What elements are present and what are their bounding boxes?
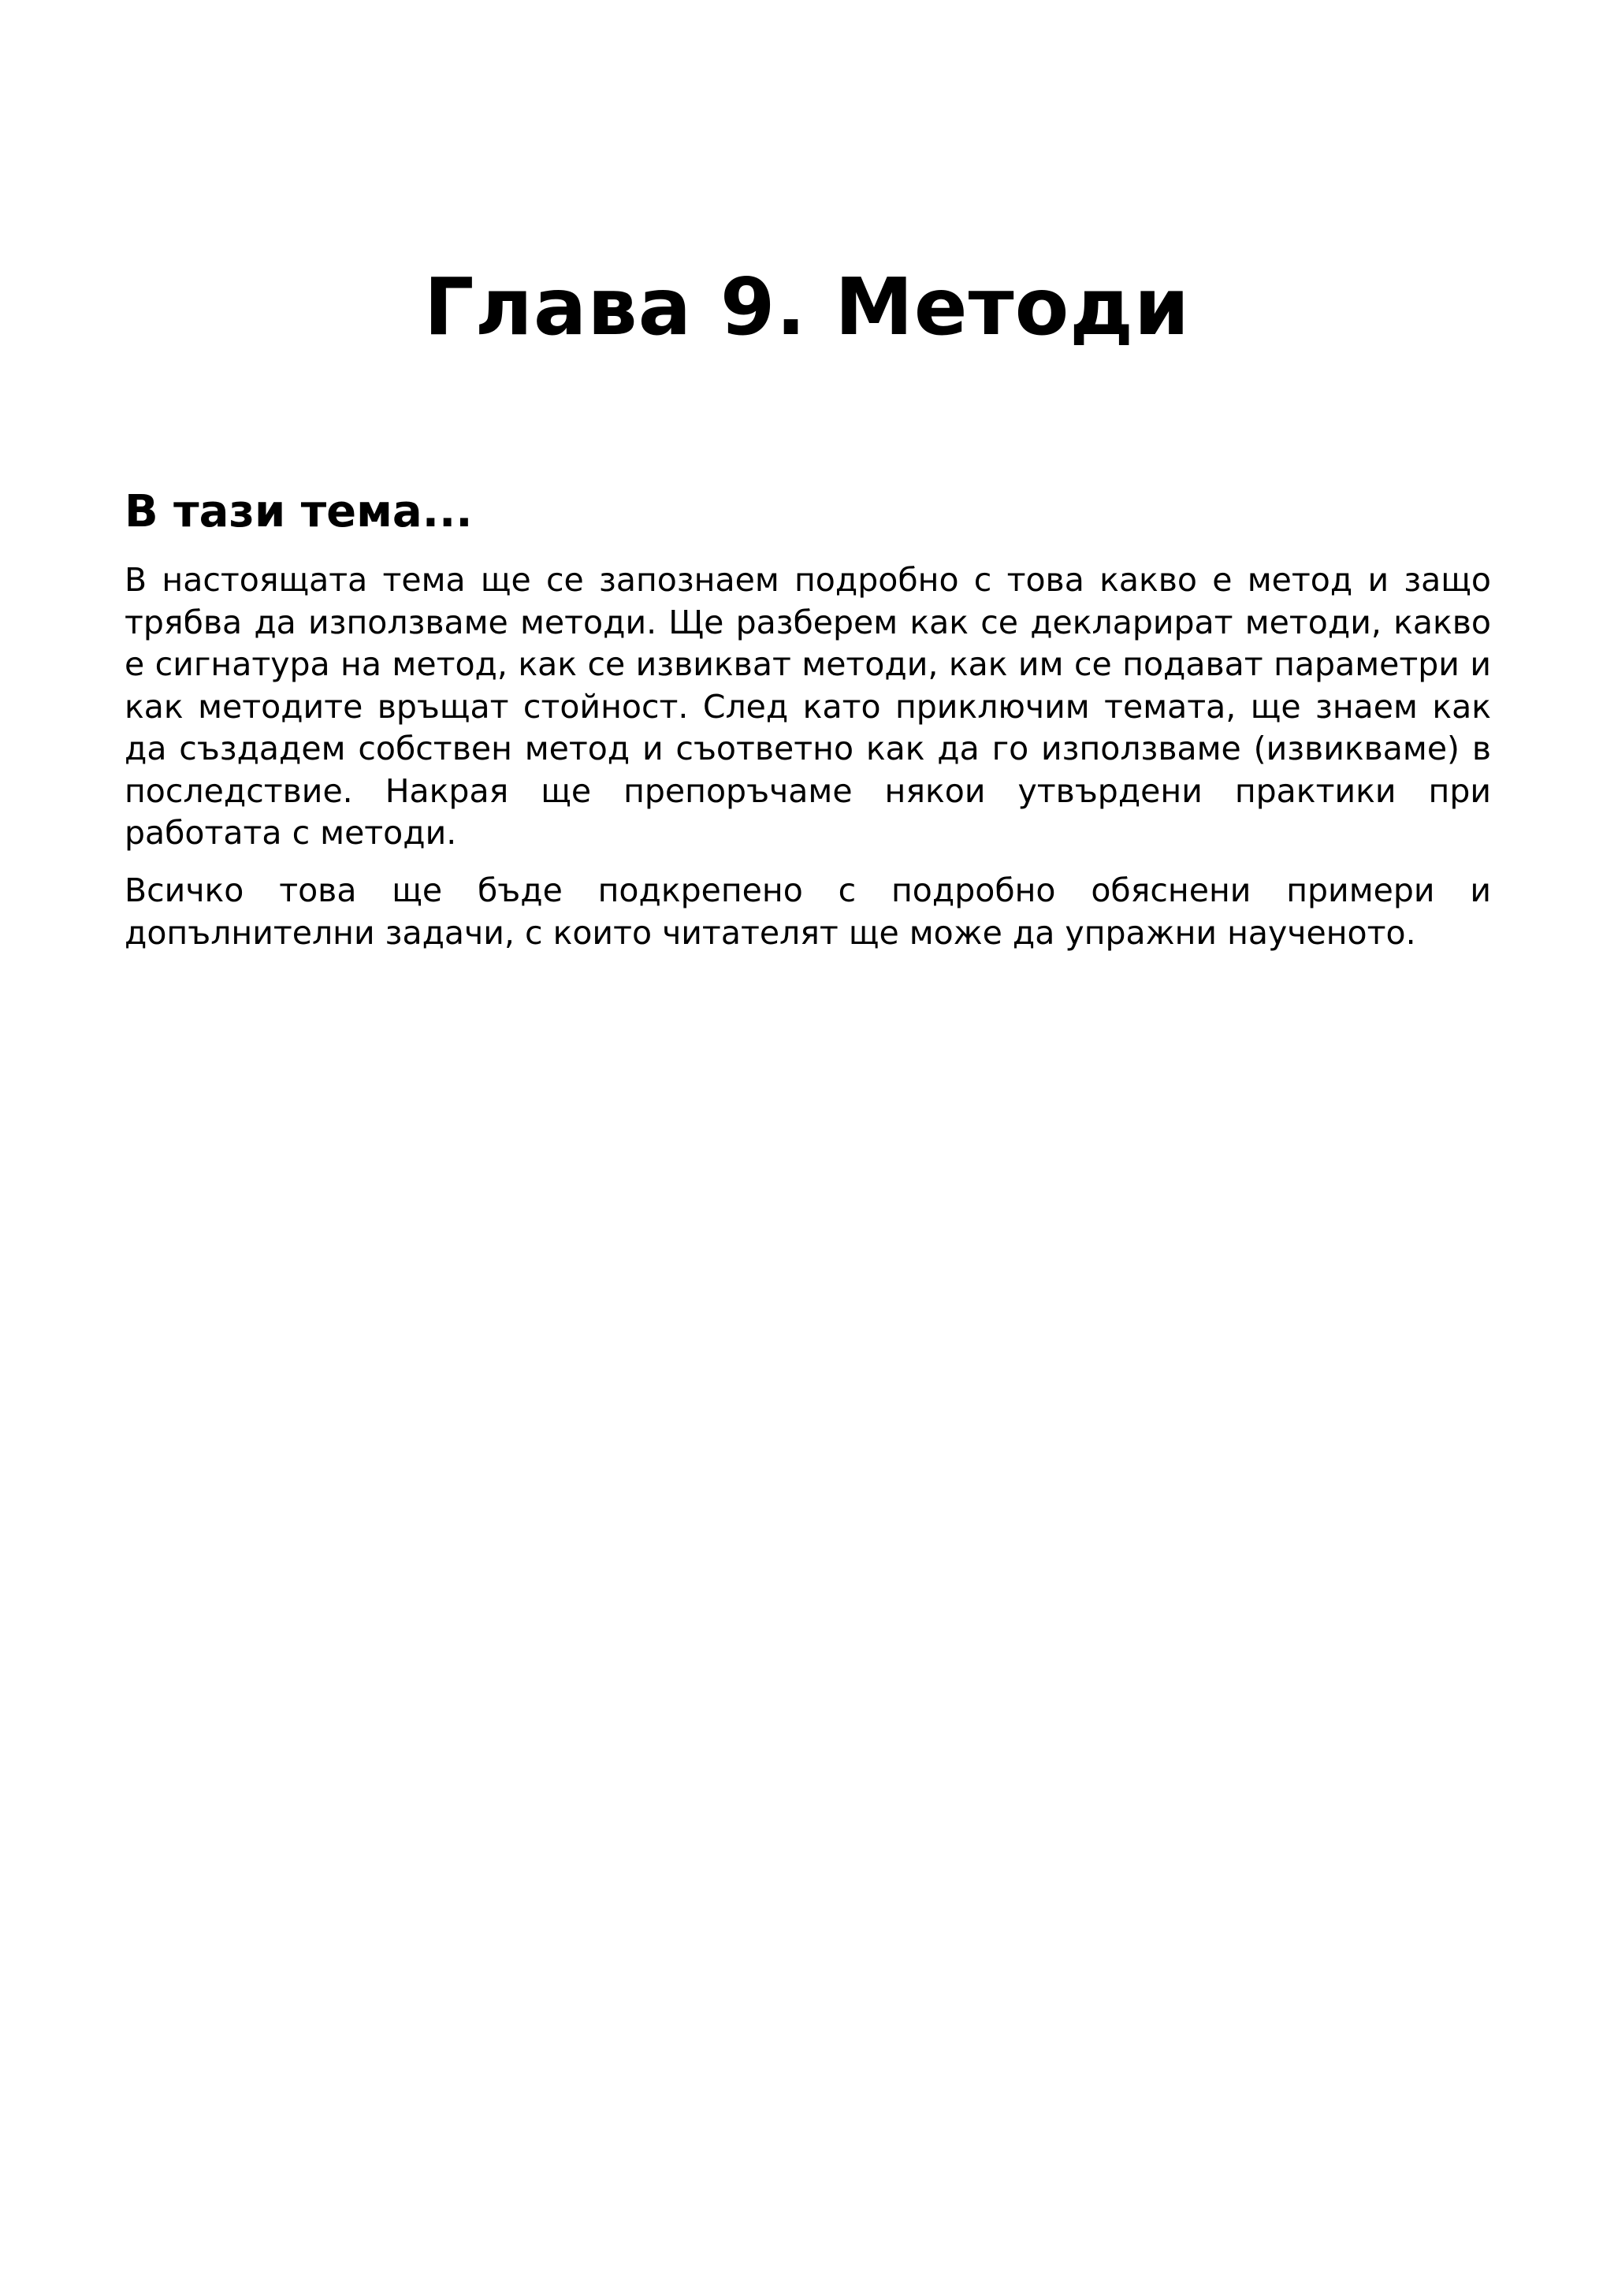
intro-paragraph: В настоящата тема ще се запознаем подробно с това какво е метод и защо трябва да използваме методи. Ще разберем как се декларират методи, какво е сигнатура на метод, как се извикват методи, как им се подават параметри и как методите връщат стойност. След като приключим темата, ще знаем как да създадем собствен метод и съответно как да го използваме (извикваме) в последствие. Накрая ще препоръчаме някои утвърдени практики при работата с методи. <box>125 561 1491 852</box>
section-heading: В тази тема... <box>125 486 473 537</box>
chapter-title: Глава 9. Методи <box>423 261 1191 353</box>
summary-paragraph: Всичко това ще бъде подкрепено с подробно обяснени примери и допълнителни задачи, с които читателят ще може да упражни наученото. <box>125 871 1491 952</box>
